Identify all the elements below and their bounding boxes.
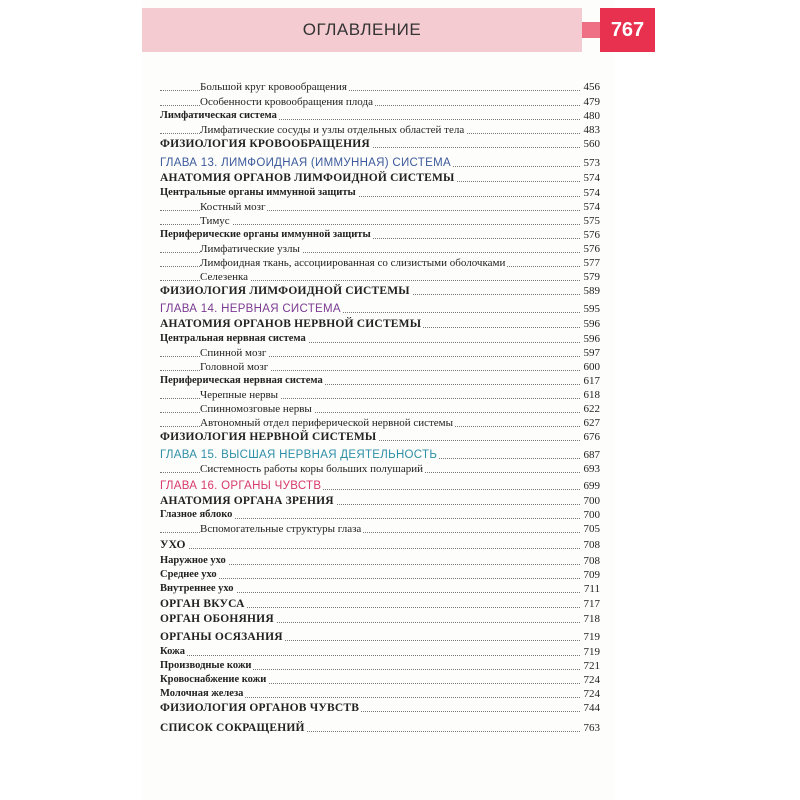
toc-entry-page: 617 <box>581 374 601 388</box>
toc-row <box>160 508 600 522</box>
header-title: ОГЛАВЛЕНИЕ <box>302 20 422 39</box>
toc-row <box>160 597 600 611</box>
toc-entry-title: Головной мозг <box>200 361 269 373</box>
toc-row <box>160 612 600 626</box>
toc-entry-page: 456 <box>581 80 601 94</box>
toc-chapter-row <box>160 479 600 493</box>
toc-entry-title: Кожа <box>160 646 185 657</box>
toc-row <box>160 659 600 673</box>
toc-entry-page: 718 <box>581 612 601 626</box>
toc-entry-page: 687 <box>581 448 601 462</box>
page-header <box>142 8 655 52</box>
toc-row <box>160 430 600 444</box>
toc-row <box>160 554 600 568</box>
toc-entry-page: 724 <box>581 687 601 701</box>
toc-entry-page: 579 <box>581 270 601 284</box>
toc-entry-page: 596 <box>581 317 601 331</box>
toc-row <box>160 360 600 374</box>
toc-entry-page: 709 <box>581 568 601 582</box>
toc-row <box>160 701 600 715</box>
dot-leader <box>160 548 600 549</box>
toc-row <box>160 332 600 346</box>
toc-entry-page: 576 <box>581 242 601 256</box>
toc-row <box>160 687 600 701</box>
toc-entry-title: ФИЗИОЛОГИЯ НЕРВНОЙ СИСТЕМЫ <box>160 431 377 443</box>
toc-entry-title: Большой круг кровообращения <box>200 81 347 93</box>
toc-entry-title: АНАТОМИЯ ОРГАНА ЗРЕНИЯ <box>160 495 334 507</box>
toc-row <box>160 186 600 200</box>
toc-entry-page: 693 <box>581 462 601 476</box>
toc-entry-page: 618 <box>581 388 601 402</box>
toc-entry-title: Селезенка <box>200 271 249 283</box>
toc-row <box>160 256 600 270</box>
toc-entry-title: Центральные органы иммунной защиты <box>160 187 356 198</box>
toc-entry-page: 480 <box>581 109 601 123</box>
toc-row <box>160 214 600 228</box>
toc-row <box>160 374 600 388</box>
toc-entry-title: Периферические органы иммунной защиты <box>160 229 371 240</box>
toc-entry-title: Тимус <box>200 215 230 227</box>
toc-entry-page: 574 <box>581 186 601 200</box>
toc-entry-title: Лимфатическая система <box>160 110 277 121</box>
toc-entry-title: Глазное яблоко <box>160 509 233 520</box>
toc-entry-title: Производные кожи <box>160 660 252 671</box>
toc-entry-title: АНАТОМИЯ ОРГАНОВ ЛИМФОИДНОЙ СИСТЕМЫ <box>160 172 455 184</box>
toc-entry-page: 711 <box>581 582 600 596</box>
toc-entry-title: Среднее ухо <box>160 569 217 580</box>
toc-row <box>160 522 600 536</box>
toc-entry-page: 721 <box>581 659 601 673</box>
toc-entry-title: Спинномозговые нервы <box>200 403 312 415</box>
toc-entry-title: ФИЗИОЛОГИЯ КРОВООБРАЩЕНИЯ <box>160 138 370 150</box>
toc-row <box>160 645 600 659</box>
toc-entry-page: 560 <box>581 137 601 151</box>
toc-entry-page: 483 <box>581 123 601 137</box>
toc-entry-page: 600 <box>581 360 601 374</box>
toc-entry-page: 719 <box>581 630 601 644</box>
dot-leader <box>160 578 600 579</box>
toc-row <box>160 416 600 430</box>
toc-entry-title: ГЛАВА 15. ВЫСШАЯ НЕРВНАЯ ДЕЯТЕЛЬНОСТЬ <box>160 449 438 461</box>
toc-row <box>160 80 600 94</box>
toc-entry-page: 574 <box>581 200 601 214</box>
toc-chapter-row <box>160 156 600 170</box>
toc-row <box>160 228 600 242</box>
toc-entry-page: 744 <box>581 701 601 715</box>
toc-entry-title: ОРГАНЫ ОСЯЗАНИЯ <box>160 631 283 643</box>
toc-row <box>160 388 600 402</box>
toc-entry-title: Лимфоидная ткань, ассоциированная со слизистыми оболочками <box>200 257 506 269</box>
toc-entry-title: ОРГАН ВКУСА <box>160 598 245 610</box>
toc-entry-title: АНАТОМИЯ ОРГАНОВ НЕРВНОЙ СИСТЕМЫ <box>160 318 422 330</box>
page-number: 767 <box>600 8 655 52</box>
toc-entry-title: Внутреннее ухо <box>160 583 234 594</box>
toc-entry-page: 699 <box>581 479 601 493</box>
toc-entry-title: Наружное ухо <box>160 555 226 566</box>
toc-entry-title: Лимфатические узлы <box>200 243 300 255</box>
toc-entry-page: 596 <box>581 332 601 346</box>
toc-row <box>160 630 600 644</box>
toc-entry-title: Особенности кровообращения плода <box>200 96 373 108</box>
toc-row <box>160 137 600 151</box>
toc-row <box>160 346 600 360</box>
toc-entry-page: 627 <box>581 416 601 430</box>
toc-entry-title: ФИЗИОЛОГИЯ ОРГАНОВ ЧУВСТВ <box>160 702 360 714</box>
toc-row <box>160 242 600 256</box>
toc-entry-page: 573 <box>581 156 601 170</box>
toc-row <box>160 109 600 123</box>
toc-row <box>160 95 600 109</box>
toc-chapter-row <box>160 448 600 462</box>
toc-entry-page: 574 <box>581 171 601 185</box>
toc-entry-title: ГЛАВА 13. ЛИМФОИДНАЯ (ИММУННАЯ) СИСТЕМА <box>160 157 451 169</box>
toc-entry-title: Системность работы коры больших полушарий <box>200 463 424 475</box>
toc-entry-page: 479 <box>581 95 601 109</box>
toc-row <box>160 200 600 214</box>
toc-row <box>160 171 600 185</box>
toc-row <box>160 568 600 582</box>
toc-entry-page: 705 <box>581 522 601 536</box>
toc-entry-title: ГЛАВА 16. ОРГАНЫ ЧУВСТВ <box>160 480 322 492</box>
toc-entry-page: 597 <box>581 346 601 360</box>
toc-row <box>160 673 600 687</box>
toc-row <box>160 462 600 476</box>
toc-entry-title: Черепные нервы <box>200 389 279 401</box>
toc-row <box>160 721 600 735</box>
toc-entry-page: 700 <box>581 494 601 508</box>
toc-row <box>160 317 600 331</box>
toc-entry-title: Костный мозг <box>200 201 266 213</box>
toc-row <box>160 494 600 508</box>
toc-entry-title: Молочная железа <box>160 688 244 699</box>
header-notch <box>582 22 602 38</box>
toc-chapter-row <box>160 302 600 316</box>
toc-entry-page: 676 <box>581 430 601 444</box>
toc-row <box>160 402 600 416</box>
toc-entry-title: Периферическая нервная система <box>160 375 323 386</box>
toc-row <box>160 270 600 284</box>
toc-entry-page: 719 <box>581 645 601 659</box>
toc-entry-page: 700 <box>581 508 601 522</box>
toc-entry-page: 717 <box>581 597 601 611</box>
toc-entry-title: Вспомогательные структуры глаза <box>200 523 362 535</box>
toc-entry-title: Лимфатические сосуды и узлы отдельных областей тела <box>200 124 465 136</box>
toc-entry-page: 708 <box>581 554 601 568</box>
toc-entry-title: СПИСОК СОКРАЩЕНИЙ <box>160 722 305 734</box>
toc-entry-page: 595 <box>581 302 601 316</box>
toc-entry-title: ФИЗИОЛОГИЯ ЛИМФОИДНОЙ СИСТЕМЫ <box>160 285 410 297</box>
toc-entry-title: Спинной мозг <box>200 347 267 359</box>
toc-row <box>160 582 600 596</box>
toc-entry-title: УХО <box>160 539 186 551</box>
toc-entry-page: 577 <box>581 256 601 270</box>
toc-entry-page: 622 <box>581 402 601 416</box>
toc-entry-page: 576 <box>581 228 601 242</box>
toc-entry-title: Автономный отдел периферической нервной системы <box>200 417 454 429</box>
toc-entry-page: 763 <box>581 721 601 735</box>
toc-entry-title: ГЛАВА 14. НЕРВНАЯ СИСТЕМА <box>160 303 341 315</box>
toc-entry-title: Кровоснабжение кожи <box>160 674 267 685</box>
toc-entry-page: 724 <box>581 673 601 687</box>
toc-row <box>160 284 600 298</box>
toc-row <box>160 538 600 552</box>
toc-entry-page: 708 <box>581 538 601 552</box>
toc-entry-title: ОРГАН ОБОНЯНИЯ <box>160 613 274 625</box>
dot-leader <box>160 655 600 656</box>
toc-row <box>160 123 600 137</box>
toc-entry-title: Центральная нервная система <box>160 333 306 344</box>
toc-entry-page: 575 <box>581 214 601 228</box>
toc-entry-page: 589 <box>581 284 601 298</box>
